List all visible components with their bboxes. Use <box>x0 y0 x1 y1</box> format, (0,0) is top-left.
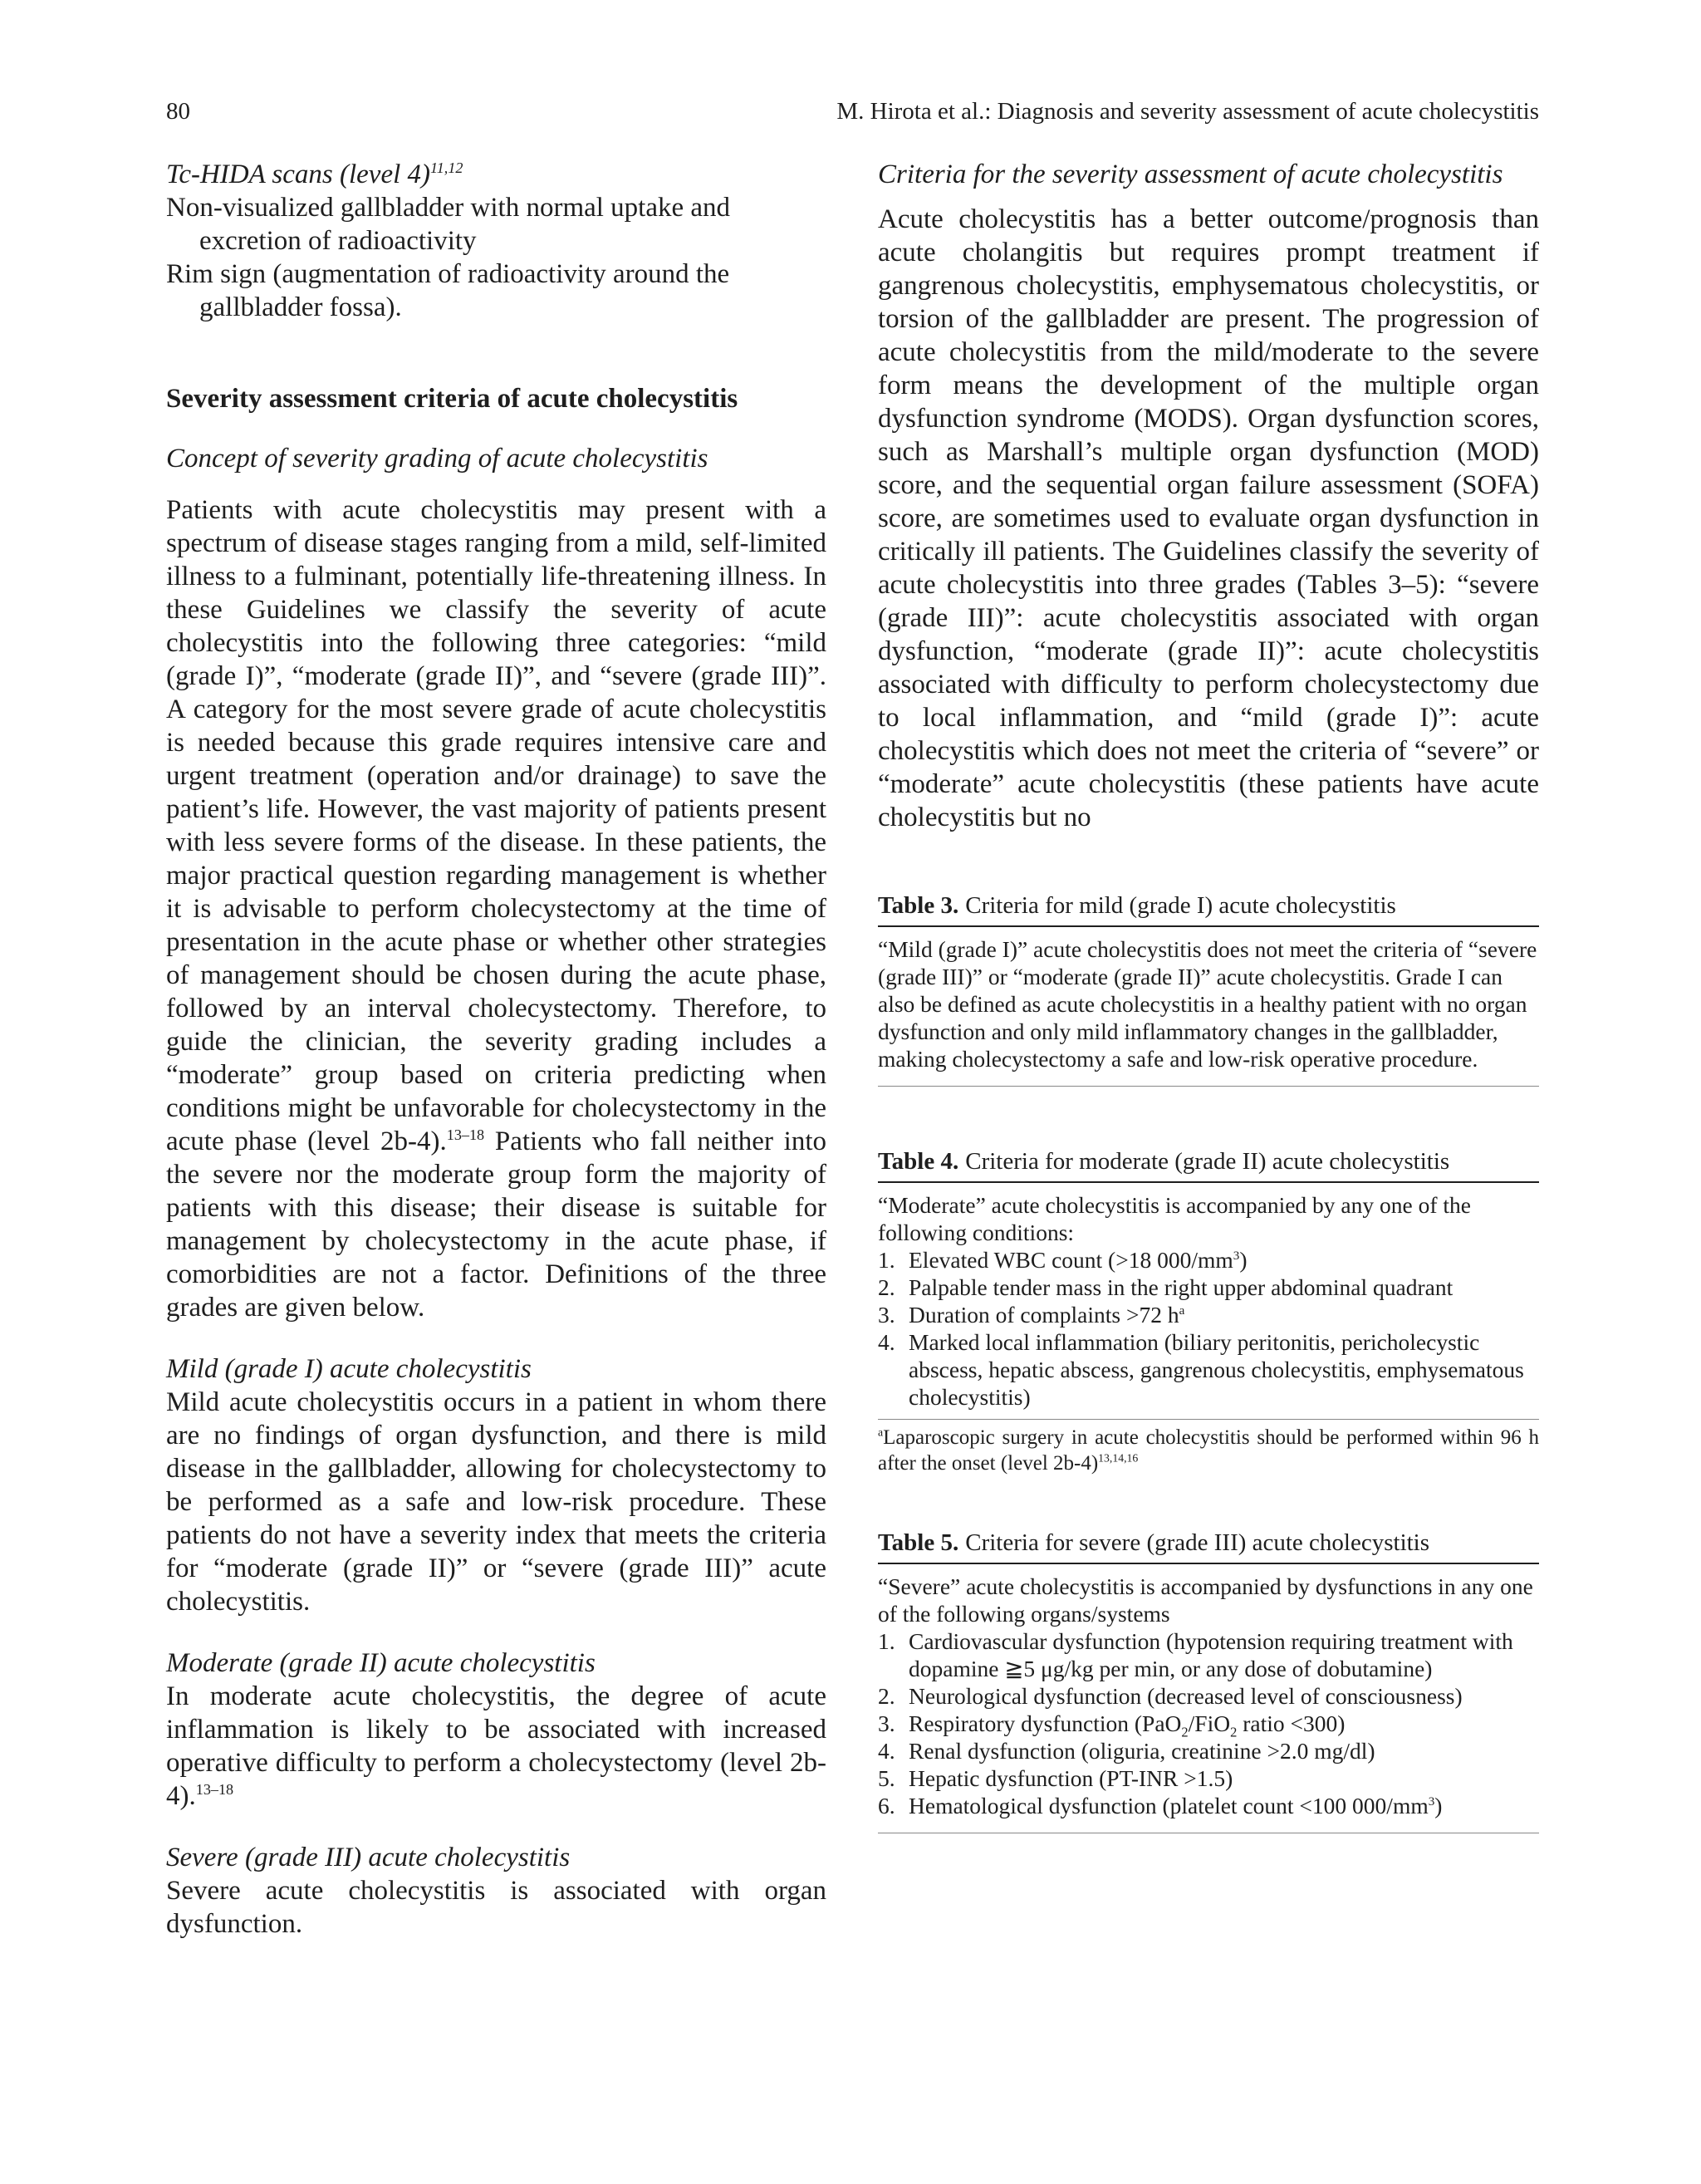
running-title: M. Hirota et al.: Diagnosis and severity assessment of acute cholecystitis <box>836 98 1539 125</box>
hida-block <box>166 158 826 324</box>
table-4-label: Table 4. <box>878 1148 959 1175</box>
table-5-caption <box>878 1528 1539 1564</box>
criteria-heading: Criteria for the severity assessment of acute cholecystitis <box>878 160 1503 189</box>
table-3-body <box>878 927 1539 1087</box>
list-item: 3. Respiratory dysfunction (PaO$_2$/FiO$_2$ ratio <300) <box>878 1710 1346 1740</box>
table-4-caption <box>878 1146 1539 1183</box>
running-header <box>166 93 1539 130</box>
severe-paragraph: Severe acute cholecystitis is associated with organ dysfunction. <box>166 1876 826 1939</box>
list-item: 4. Marked local inflammation (biliary peritonitis, pericholecystic abscess, hepatic abscess, gangrenous cholecystitis, emphysematous cholecystitis) <box>878 1329 1524 1410</box>
left-column <box>166 158 826 1941</box>
concept-heading: Concept of severity grading of acute cholecystitis <box>166 444 708 474</box>
criteria-paragraph: Acute cholecystitis has a better outcome/prognosis than acute cholangitis but requires prompt treatment if gangrenous cholecystitis, emphysematous cholecystitis, or torsion of the gallbladder are present. The progression of acute cholecystitis from the mild/moderate to the severe form means the development of the multiple organ dysfunction syndrome (MODS). Organ dysfunction scores, such as Marshall’s multiple organ dysfunction (MOD) score, and the sequential organ failure assessment (SOFA) score, are sometimes used to evaluate organ dysfunction in critically ill patients. The Guidelines classify the severity of acute cholecystitis into three grades (Tables 3–5): “severe (grade III)”: acute cholecystitis associated with organ dysfunction, “moderate (grade II)”: acute cholecystitis associated with difficulty to perform cholecystectomy due to local inflammation, and “mild (grade I)”: acute cholecystitis which does not meet the criteria of “severe” or “moderate” acute cholecystitis (these patients have acute cholecystitis but no <box>878 204 1539 832</box>
list-item: 5. Hepatic dysfunction (PT-INR >1.5) <box>878 1765 1233 1791</box>
table-5-intro: “Severe” acute cholecystitis is accompanied by dysfunctions in any one of the following organs/systems <box>878 1573 1533 1627</box>
mild-heading: Mild (grade I) acute cholecystitis <box>166 1354 532 1384</box>
hida-heading: Tc-HIDA scans (level 4)$^{11,12}$ <box>166 160 463 189</box>
table-5-label: Table 5. <box>878 1529 959 1556</box>
table-3-label: Table 3. <box>878 892 959 919</box>
table-4-title: Criteria for moderate (grade II) acute cholecystitis <box>965 1148 1450 1175</box>
table-5-body <box>878 1564 1539 1833</box>
table-5 <box>878 1528 1539 1833</box>
severe-heading: Severe (grade III) acute cholecystitis <box>166 1843 571 1872</box>
table-4-footnote: $^a$Laparoscopic surgery in acute cholecystitis should be performed within 96 h after the onset (level 2b-4)$^{13,14,16}$ <box>878 1426 1539 1475</box>
moderate-paragraph: In moderate acute cholecystitis, the degree of acute inflammation is likely to be associated with increased operative difficulty to perform a cholecystectomy (level 2b-4).$^{13-18}$ <box>166 1681 826 1811</box>
list-item: 1. Cardiovascular dysfunction (hypotension requiring treatment with dopamine ≧5 μg/kg per min, or any dose of dobutamine) <box>878 1628 1513 1681</box>
page-number: 80 <box>166 98 190 125</box>
table-4-list <box>878 1246 1539 1411</box>
table-4-intro: “Moderate” acute cholecystitis is accompanied by any one of the following conditions: <box>878 1192 1471 1245</box>
table-3-title: Criteria for mild (grade I) acute cholecystitis <box>965 892 1396 919</box>
list-item: 2. Neurological dysfunction (decreased level of consciousness) <box>878 1683 1463 1709</box>
section-title: Severity assessment criteria of acute cholecystitis <box>166 384 738 414</box>
concept-paragraph: Patients with acute cholecystitis may present with a spectrum of disease stages ranging from a mild, self-limited illness to a fulminant, potentially life-threatening illness. In these Guidelines we classify the severity of acute cholecystitis into the following three categories: “mild (grade I)”, “moderate (grade II)”, and “severe (grade III)”. A category for the most severe grade of acute cholecystitis is needed because this grade requires intensive care and urgent treatment (operation and/or drainage) to save the patient’s life. However, the vast majority of patients present with less severe forms of the disease. In these patients, the major practical question regarding management is whether it is advisable to perform cholecystectomy at the time of presentation in the acute phase or whether other strategies of management should be chosen during the acute phase, followed by an interval cholecystectomy. Therefore, to guide the clinician, the severity grading includes a “moderate” group based on criteria predicting when conditions might be unfavorable for cholecystectomy in the acute phase (level 2b-4).$^{13-18}$ Patients who fall neither into the severe nor the moderate group form the majority of patients with this disease; their disease is suitable for management by cholecystectomy in the acute phase, if comorbidities are not a factor. Definitions of the three grades are given below. <box>166 495 826 1323</box>
hida-item-2: Rim sign (augmentation of radioactivity around the gallbladder fossa). <box>166 259 730 322</box>
list-item: 1. Elevated WBC count (>18 $000/mm^3$) <box>878 1247 1248 1273</box>
table-5-list <box>878 1627 1539 1819</box>
list-item: 2. Palpable tender mass in the right upper abdominal quadrant <box>878 1274 1453 1300</box>
table-3 <box>878 891 1539 1087</box>
list-item: 3. Duration of complaints >72 $h^a$ <box>878 1302 1185 1328</box>
mild-paragraph: Mild acute cholecystitis occurs in a patient in whom there are no findings of organ dysfunction, and there is mild disease in the gallbladder, allowing for cholecystectomy to be performed as a safe and low-risk procedure. These patients do not have a severity index that meets the criteria for “moderate (grade II)” or “severe (grade III)” acute cholecystitis. <box>166 1387 826 1617</box>
table-5-title: Criteria for severe (grade III) acute cholecystitis <box>965 1529 1430 1556</box>
table-4 <box>878 1146 1539 1476</box>
table-3-text: “Mild (grade I)” acute cholecystitis does not meet the criteria of “severe (grade III)” or “moderate (grade II)” acute cholecystitis. Grade I can also be defined as acute cholecystitis in a healthy patient with no organ dysfunction and only mild inflammatory changes in the gallbladder, making cholecystectomy a safe and low-risk operative procedure. <box>878 936 1537 1072</box>
table-4-body <box>878 1183 1539 1420</box>
table-3-caption <box>878 891 1539 927</box>
list-item: 4. Renal dysfunction (oliguria, creatinine >2.0 mg/dl) <box>878 1738 1375 1764</box>
right-column <box>878 158 1539 1833</box>
hida-item-1: Non-visualized gallbladder with normal uptake and excretion of radioactivity <box>166 193 731 256</box>
moderate-heading: Moderate (grade II) acute cholecystitis <box>166 1648 596 1678</box>
list-item: 6. Hematological dysfunction (platelet count <100 $000/mm^3$) <box>878 1793 1443 1818</box>
